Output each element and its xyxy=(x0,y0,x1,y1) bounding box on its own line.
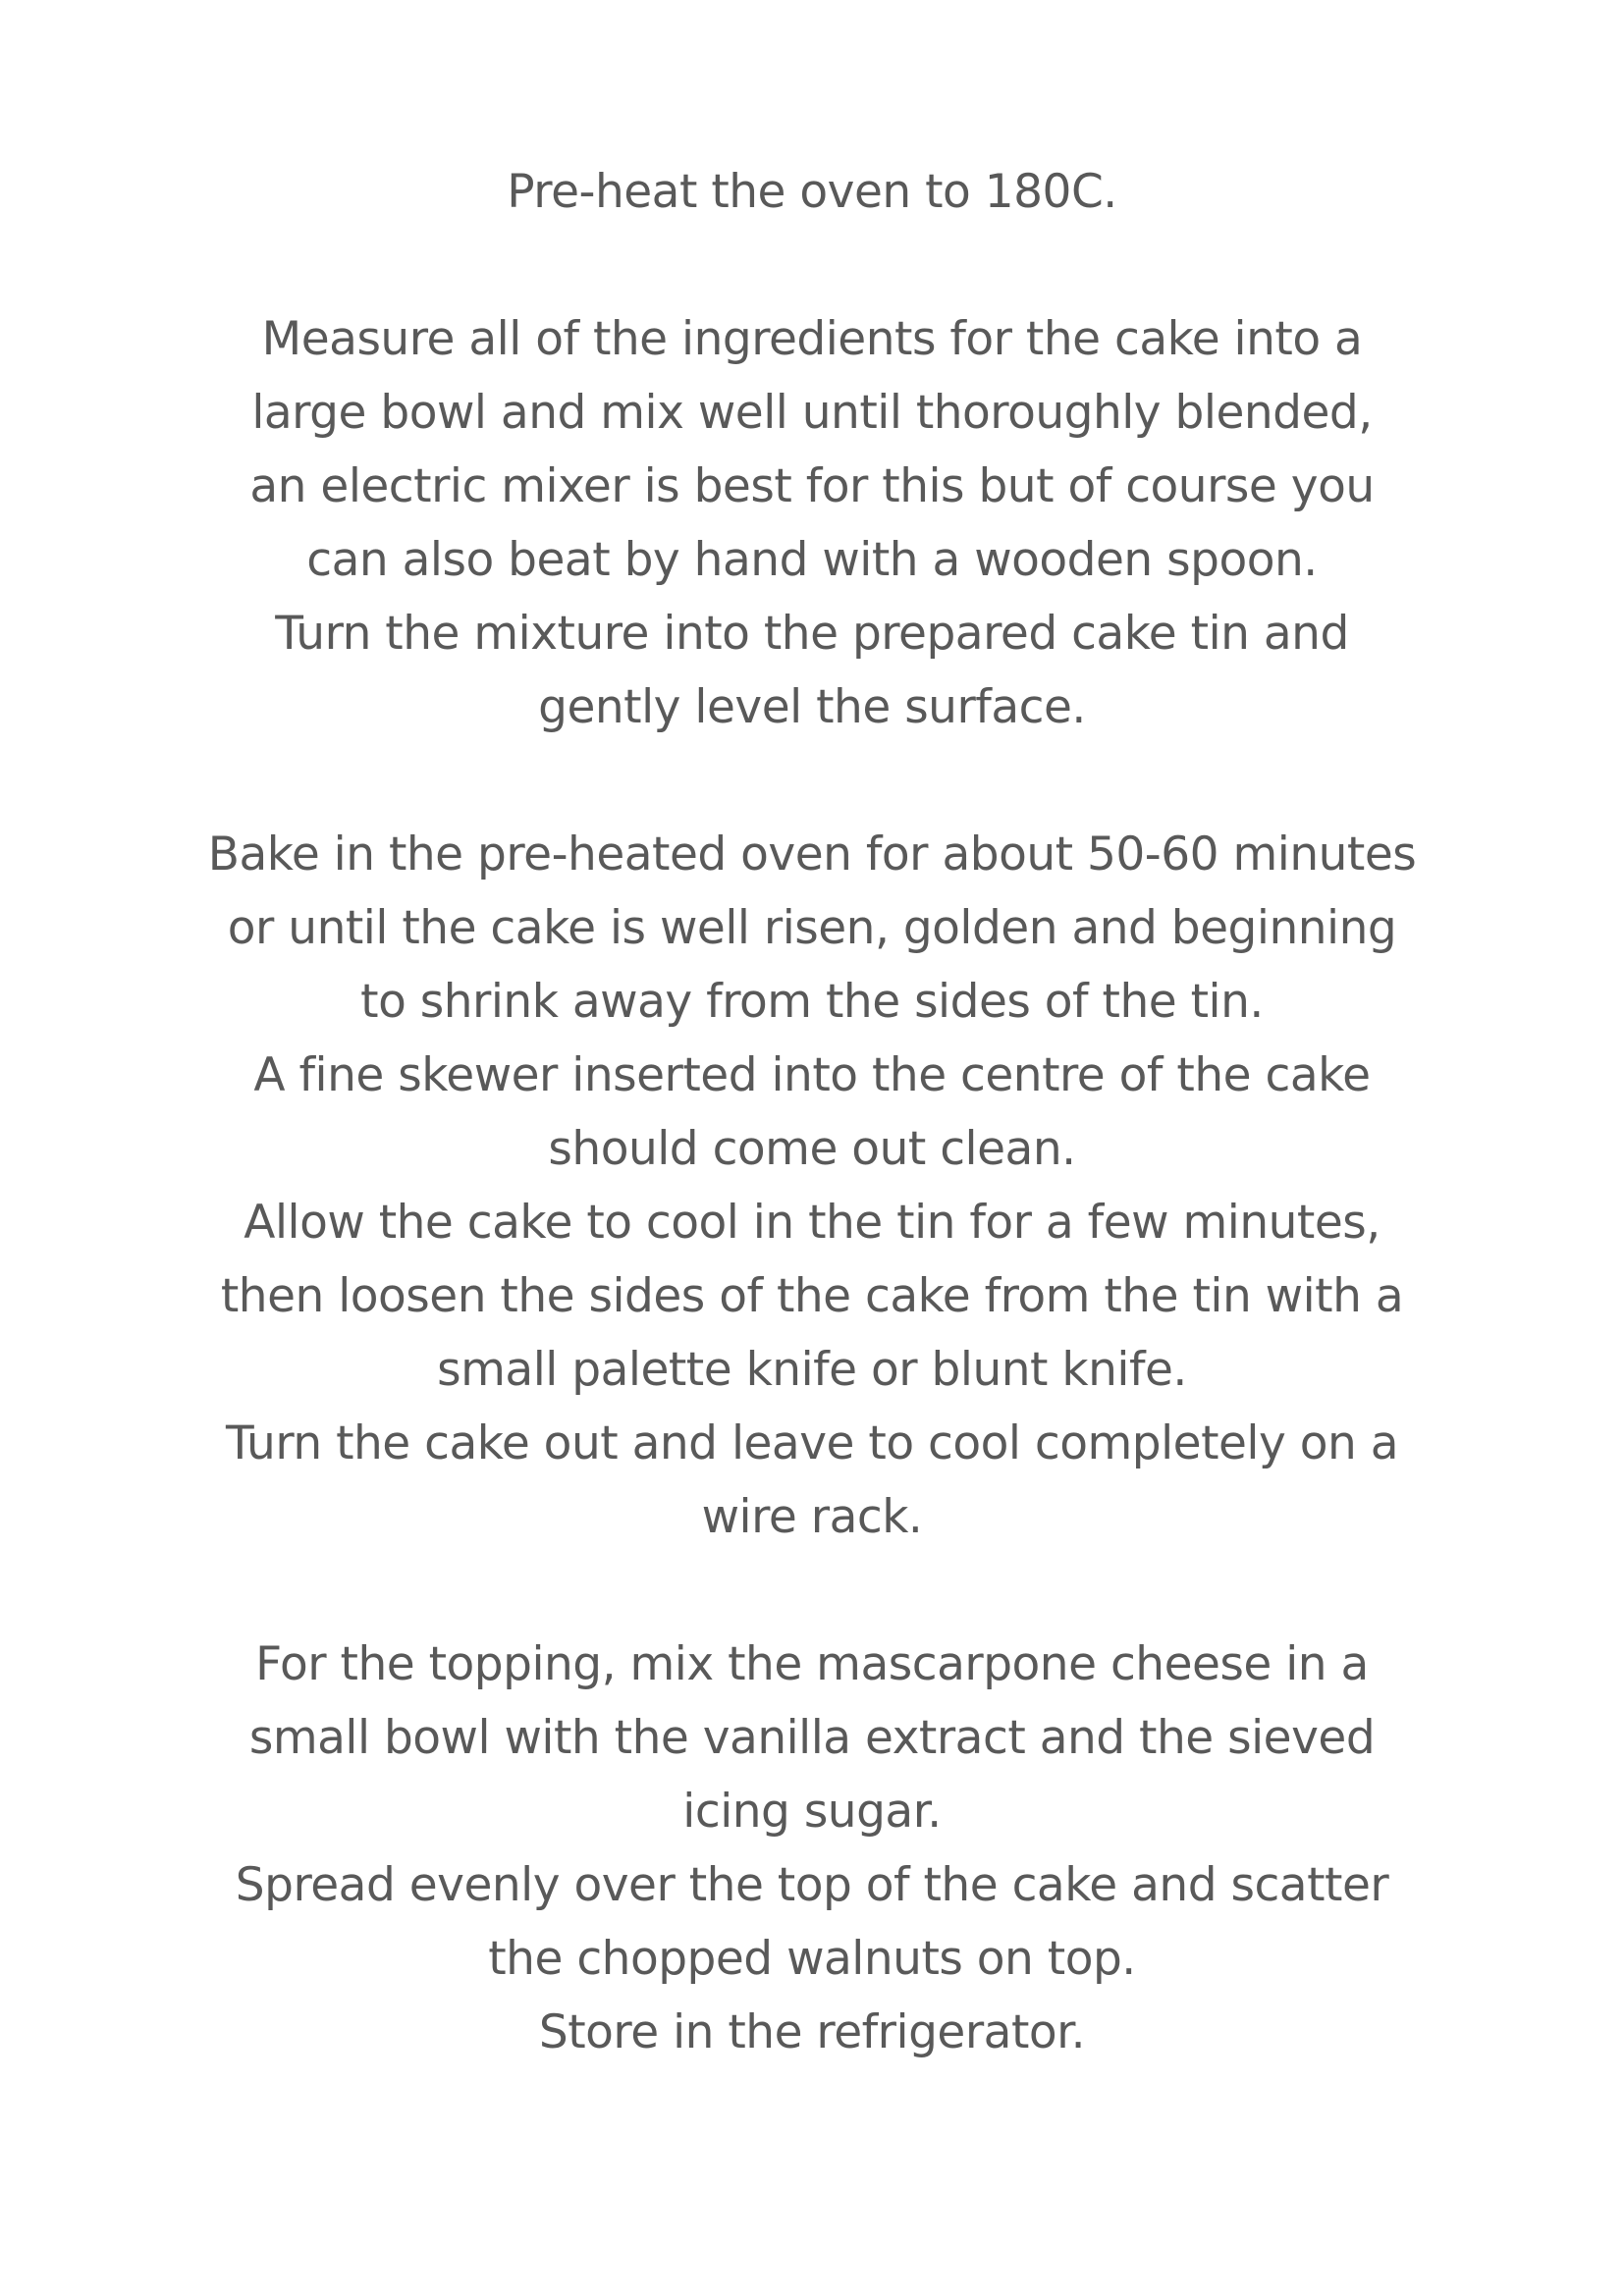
text-line: Turn the mixture into the prepared cake tin and xyxy=(275,607,1349,661)
paragraph-gap xyxy=(0,1554,1624,1628)
text-line: Spread evenly over the top of the cake and scatter xyxy=(235,1858,1389,1912)
paragraph-bake xyxy=(0,818,1624,1554)
text-line: an electric mixer is best for this but of course you xyxy=(249,459,1375,513)
paragraph-topping xyxy=(0,1628,1624,2069)
text-line: Bake in the pre-heated oven for about 50-60 minutes xyxy=(207,828,1417,881)
paragraph-mix xyxy=(0,302,1624,744)
text-line: the chopped walnuts on top. xyxy=(488,1932,1136,1986)
text-line: can also beat by hand with a wooden spoon. xyxy=(306,533,1318,587)
text-line: Measure all of the ingredients for the cake into a xyxy=(261,312,1363,366)
text-line: then loosen the sides of the cake from the tin with a xyxy=(220,1269,1404,1323)
text-line: Allow the cake to cool in the tin for a few minutes, xyxy=(244,1196,1380,1250)
text-line: A fine skewer inserted into the centre of the cake xyxy=(253,1048,1371,1102)
text-line: Pre-heat the oven to 180C. xyxy=(507,165,1117,219)
text-line: small palette knife or blunt knife. xyxy=(437,1343,1187,1397)
text-line: icing sugar. xyxy=(682,1785,942,1839)
paragraph-gap xyxy=(0,229,1624,302)
text-line: or until the cake is well risen, golden and beginning xyxy=(227,901,1397,955)
text-line: For the topping, mix the mascarpone cheese in a xyxy=(255,1637,1369,1691)
paragraph-preheat xyxy=(0,155,1624,229)
text-line: to shrink away from the sides of the tin. xyxy=(360,975,1264,1029)
recipe-method xyxy=(0,155,1624,2069)
paragraph-gap xyxy=(0,744,1624,818)
text-line: Turn the cake out and leave to cool completely on a xyxy=(225,1416,1399,1470)
text-line: should come out clean. xyxy=(548,1122,1076,1176)
text-line: gently level the surface. xyxy=(538,680,1086,734)
text-line: large bowl and mix well until thoroughly blended, xyxy=(251,386,1373,440)
text-line: wire rack. xyxy=(701,1490,923,1544)
text-line: Store in the refrigerator. xyxy=(538,2005,1086,2059)
text-line: small bowl with the vanilla extract and the sieved xyxy=(248,1711,1376,1765)
